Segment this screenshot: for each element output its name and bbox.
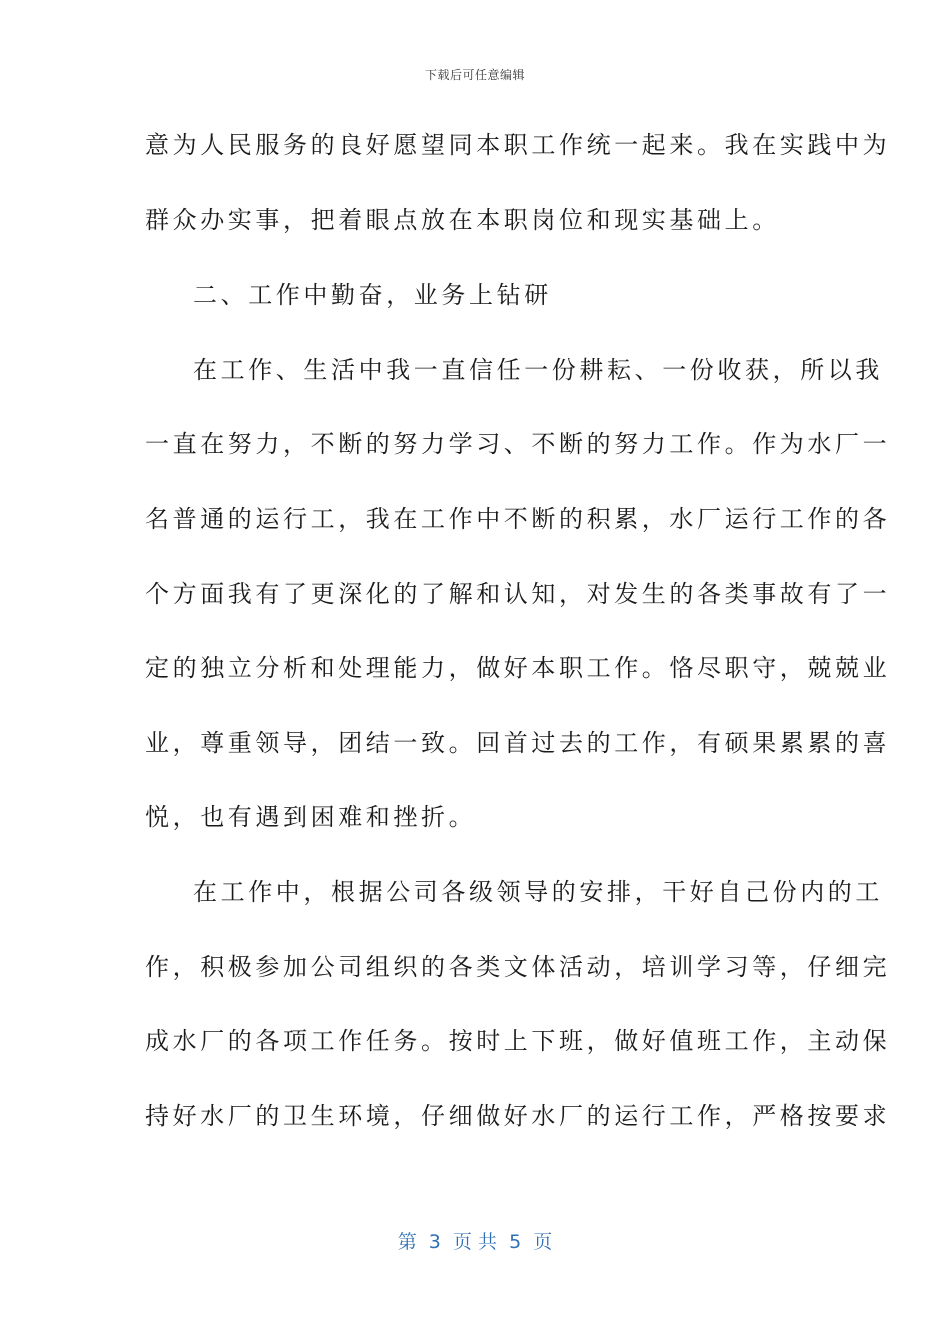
paragraph-line-5: 一直在努力，不断的努力学习、不断的努力工作。作为水厂一 (145, 430, 891, 458)
paragraph-line-7: 个方面我有了更深化的了解和认知，对发生的各类事故有了一 (145, 580, 891, 608)
page-number-footer: 第 3 页 共 5 页 (397, 1231, 553, 1253)
paragraph-line-6: 名普通的运行工，我在工作中不断的积累，水厂运行工作的各 (145, 505, 891, 533)
paragraph-line-13: 成水厂的各项工作任务。按时上下班，做好值班工作，主动保 (145, 1027, 891, 1055)
paragraph-line-1: 意为人民服务的良好愿望同本职工作统一起来。我在实践中为 (145, 131, 891, 159)
section-heading-2: 二、工作中勤奋，业务上钻研 (193, 281, 552, 309)
paragraph-line-14: 持好水厂的卫生环境，仔细做好水厂的运行工作，严格按要求 (145, 1102, 891, 1130)
paragraph-line-4: 在工作、生活中我一直信任一份耕耘、一份收获，所以我 (193, 356, 883, 384)
paragraph-line-10: 悦，也有遇到困难和挫折。 (145, 803, 477, 831)
paragraph-line-11: 在工作中，根据公司各级领导的安排，干好自己份内的工 (193, 878, 883, 906)
paragraph-line-8: 定的独立分析和处理能力，做好本职工作。恪尽职守，兢兢业 (145, 654, 891, 682)
paragraph-line-2: 群众办实事，把着眼点放在本职岗位和现实基础上。 (145, 206, 780, 234)
paragraph-line-9: 业，尊重领导，团结一致。回首过去的工作，有硕果累累的喜 (145, 729, 891, 757)
paragraph-line-12: 作，积极参加公司组织的各类文体活动，培训学习等，仔细完 (145, 953, 891, 981)
header-note: 下载后可任意编辑 (424, 68, 525, 82)
